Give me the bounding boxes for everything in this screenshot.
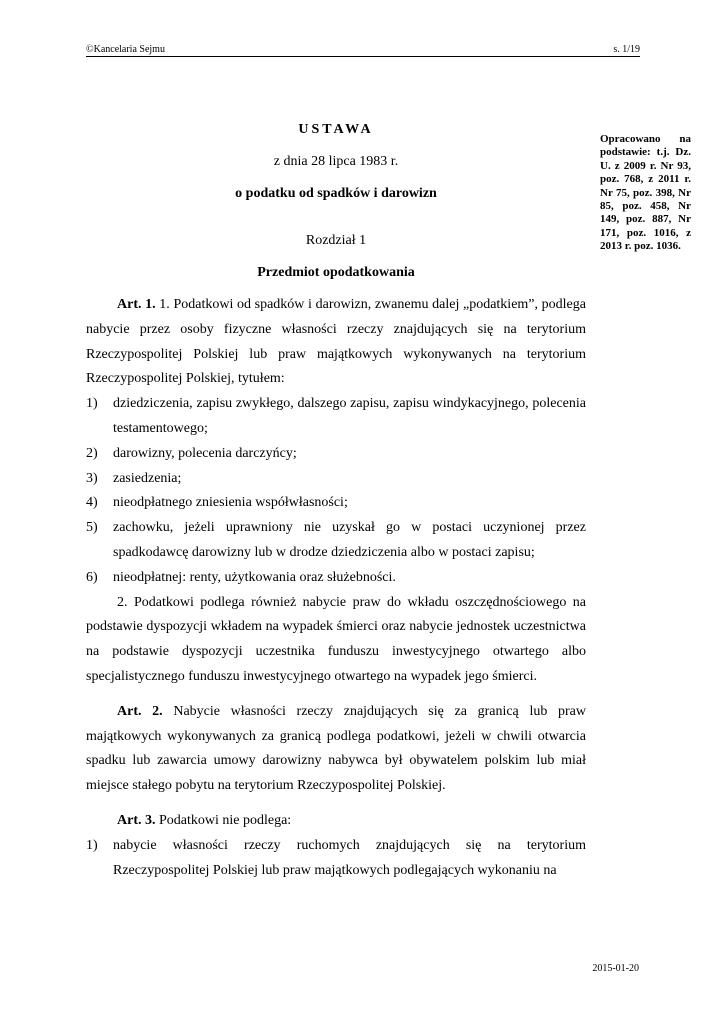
list-item: 1) dziedziczenia, zapisu zwykłego, dalszego zapisu, zapisu windykacyjnego, polecenia testamentowego;: [86, 396, 586, 436]
list-item: 6) nieodpłatnej: renty, użytkowania oraz służebności.: [86, 569, 396, 585]
art3-paragraph: Art. 3. Podatkowi nie podlega:: [117, 812, 292, 828]
art2-paragraph: Art. 2. Nabycie własności rzeczy znajdujących się za granicą lub praw majątkowych wykonywanych za granicą podlega podatkowi, jeżeli w chwili otwarcia spadku lub zawarcia umowy darowizny nabywca był obywatelem polskim lub miał miejsce stałego pobytu na terytorium Rzeczypospolitej Polskiej.: [86, 703, 586, 794]
header-publisher: ©Kancelaria Sejmu: [86, 44, 165, 55]
art2-label: Art. 2.: [117, 703, 163, 719]
list-item: 5) zachowku, jeżeli uprawniony nie uzyskał go w postaci uczynionej przez spadkodawcę darowizny lub w drodze dziedziczenia albo w postaci zapisu;: [86, 520, 586, 560]
footer-date: 2015-01-20: [592, 963, 639, 974]
list-item: 2) darowizny, polecenia darczyńcy;: [86, 445, 297, 461]
document-body: [86, 293, 586, 883]
list-item: 3) zasiedzenia;: [86, 470, 182, 486]
page-header: [86, 44, 640, 57]
source-note: Opracowano na podstawie: t.j. Dz. U. z 2009 r. Nr 93, poz. 768, z 2011 r. Nr 75, poz. 398, Nr 85, poz. 458, Nr 149, poz. 887, Nr 171, poz. 1016, z 2013 r. poz. 1036.: [600, 133, 691, 253]
document-date: z dnia 28 lipca 1983 r.: [273, 154, 399, 169]
art3-label: Art. 3.: [117, 812, 156, 828]
chapter-title: Przedmiot opodatkowania: [257, 265, 415, 280]
art1-paragraph2: 2. Podatkowi podlega również nabycie praw do wkładu oszczędnościowego na podstawie dyspozycji wkładem na wypadek śmierci oraz nabycie jednostek uczestnictwa na podstawie dyspozycji uczestnika funduszu inwestycyjnego otwartego albo specjalistycznego funduszu inwestycyjnego otwartego na wypadek jego śmierci.: [86, 594, 586, 684]
document-type: USTAWA: [298, 122, 374, 137]
document-subject: o podatku od spadków i darowizn: [235, 186, 437, 201]
chapter-number: Rozdział 1: [305, 233, 367, 248]
header-page-number: s. 1/19: [613, 44, 640, 55]
art1-label: Art. 1.: [117, 297, 156, 312]
list-item: 1) nabycie własności rzeczy ruchomych znajdujących się na terytorium Rzeczypospolitej Polskiej lub praw majątkowych podlegających wykonaniu na: [86, 837, 586, 878]
list-item: 4) nieodpłatnego zniesienia współwłasności;: [86, 495, 348, 511]
art1-paragraph1: Art. 1. 1. Podatkowi od spadków i darowizn, zwanemu dalej „podatkiem”, podlega nabycie przez osoby fizyczne własności rzeczy znajdujących się na terytorium Rzeczypospolitej Polskiej lub praw majątkowych wykonywanych na terytorium Rzeczypospolitej Polskiej, tytułem:: [86, 297, 586, 387]
